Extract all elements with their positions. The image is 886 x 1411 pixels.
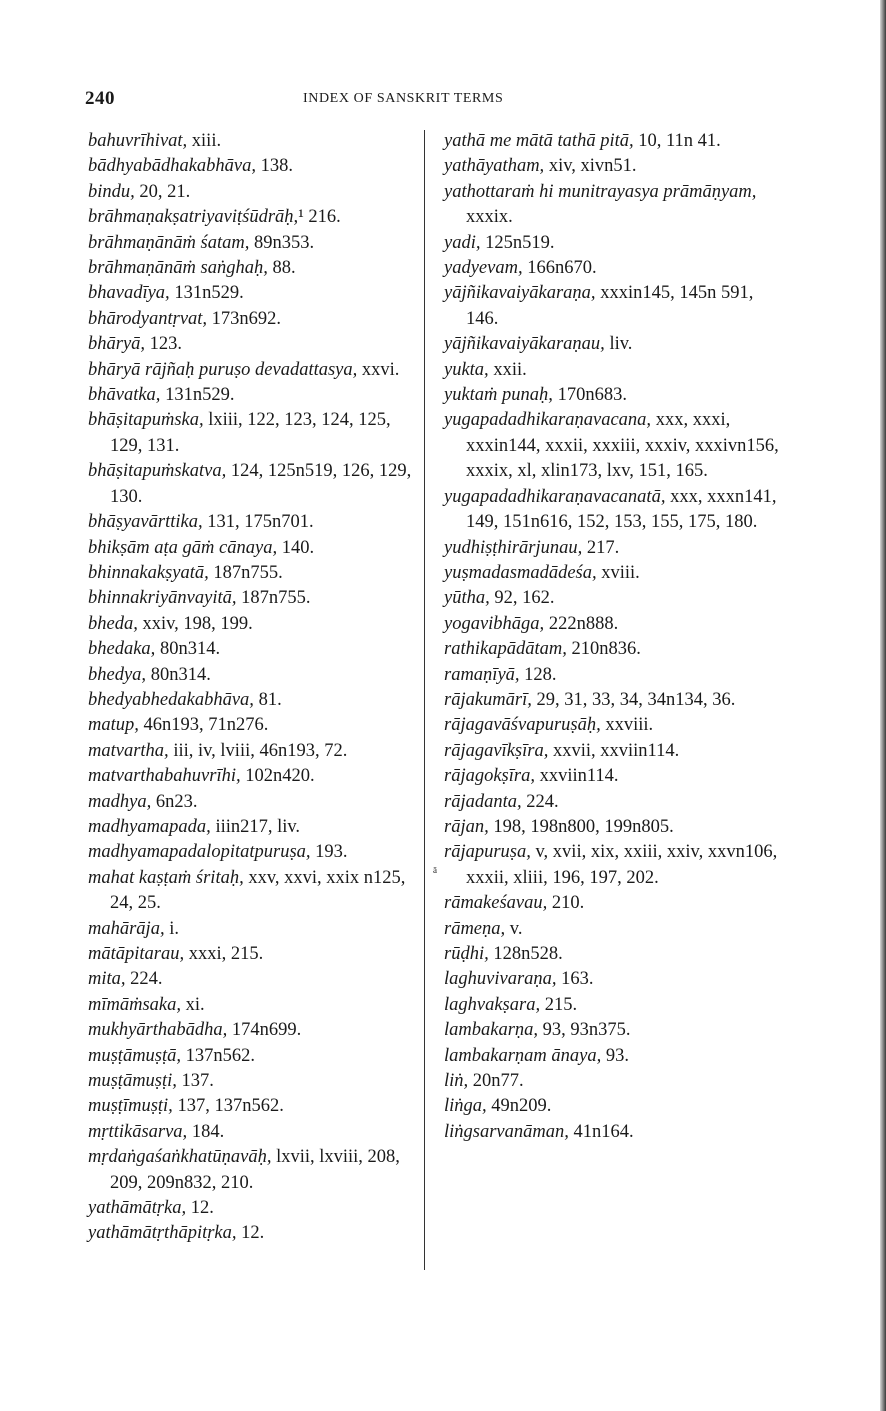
index-refs: lxiii, 122, 123, 124, 125, 129, 131. (110, 410, 391, 456)
index-term: matvarthabahuvrīhi, (88, 766, 241, 787)
index-refs: xxvii, xxviin114. (548, 740, 680, 761)
index-term: brāhmaṇānāṁ śatam, (88, 232, 250, 253)
index-entry (444, 663, 779, 688)
index-refs: iiin217, liv. (210, 816, 301, 837)
index-entry (444, 281, 779, 332)
index-entry (88, 942, 423, 967)
index-entry (88, 663, 423, 688)
index-term: yathāmātṛthāpitṛka, (88, 1223, 237, 1244)
index-refs: 6n23. (151, 791, 198, 812)
index-term: bhedya, (88, 664, 147, 685)
index-term: muṣṭīmuṣṭi, (88, 1096, 173, 1117)
index-refs: i. (164, 918, 179, 939)
index-term: madhyamapada, (88, 816, 211, 837)
index-refs: xxviin114. (534, 766, 619, 787)
index-entry (88, 1069, 423, 1094)
index-term: rājakumārī, (444, 689, 532, 710)
index-entry (88, 281, 423, 306)
index-entry (88, 586, 423, 611)
index-refs: 210. (547, 893, 585, 914)
marginal-mark: ā (433, 865, 437, 875)
index-term: bahuvrīhivat, (88, 131, 188, 151)
index-refs: 41n164. (568, 1121, 634, 1142)
index-entry (444, 1120, 779, 1145)
index-refs: 20, 21. (134, 181, 191, 202)
index-term: rāmeṇa, (444, 918, 506, 939)
index-entry (88, 764, 423, 789)
index-refs: 215. (540, 994, 578, 1015)
index-refs: xxviii. (600, 715, 654, 736)
index-refs: 20n77. (468, 1071, 524, 1092)
index-entry (88, 256, 423, 281)
index-term: mātāpitarau, (88, 944, 185, 964)
index-refs: xxv, xxvi, xxix n125, 24, 25. (110, 867, 406, 914)
index-entry (88, 154, 423, 179)
index-term: liṅga, (444, 1096, 487, 1117)
index-term: yuktaṁ punaḥ, (444, 385, 553, 406)
index-entry (88, 1044, 423, 1069)
index-refs: iii, iv, lviii, 46n193, 72. (168, 740, 348, 761)
index-refs: xi. (181, 994, 205, 1015)
index-refs: lxvii, lxviii, 208, 209, 209n832, 210. (110, 1147, 400, 1193)
index-column-left (88, 129, 423, 1247)
index-term: yadi, (444, 232, 481, 253)
index-term: muṣṭāmuṣṭi, (88, 1071, 177, 1092)
index-term: mīmāṁsaka, (88, 994, 182, 1015)
index-refs: 137n562. (181, 1045, 256, 1066)
index-refs: 49n209. (486, 1096, 552, 1117)
index-entry (444, 1094, 779, 1119)
index-refs: 93. (601, 1045, 629, 1066)
index-refs: 187n755. (236, 588, 311, 609)
index-refs: xxxin145, 145n 591, 146. (466, 283, 754, 329)
index-entry (444, 383, 779, 408)
index-term: rāmakeśavau, (444, 893, 548, 914)
index-term: mahārāja, (88, 918, 165, 939)
index-refs: xxii. (488, 359, 527, 380)
index-term: bhedaka, (88, 639, 156, 660)
index-term: mukhyārthabādha, (88, 1020, 228, 1041)
index-entry (444, 408, 779, 484)
index-entry (88, 866, 423, 917)
index-refs: 46n193, 71n276. (138, 715, 269, 736)
index-entry (88, 739, 423, 764)
index-entry (88, 536, 423, 561)
index-refs: 187n755. (208, 562, 283, 583)
index-term: yājñikavaiyākaraṇa, (444, 283, 596, 304)
index-refs: xxx, xxxn141, 149, 151n616, 152, 153, 155, 175, 180. (466, 486, 777, 533)
index-refs: 12. (236, 1223, 265, 1244)
index-entry (444, 129, 779, 154)
index-entry (88, 510, 423, 535)
index-refs: 128n528. (488, 944, 563, 964)
index-entry (444, 891, 779, 916)
index-term: bhārodyantṛvat, (88, 308, 208, 329)
index-entry (444, 840, 779, 891)
index-term: yūtha, (444, 588, 490, 609)
index-term: bhāryā rājñaḥ puruṣo devadattasya, (88, 359, 358, 380)
index-term: yukta, (444, 359, 489, 380)
index-refs: 125n519. (480, 232, 555, 253)
index-entry (444, 1044, 779, 1069)
page-edge-shadow (880, 0, 886, 1411)
index-term: rājapuruṣa, (444, 842, 531, 863)
index-entry (444, 231, 779, 256)
index-entry (88, 561, 423, 586)
index-refs: 140. (277, 537, 315, 558)
index-refs: 217. (582, 537, 620, 558)
index-term: lambakarṇam ānaya, (444, 1045, 602, 1066)
index-term: bhavadīya, (88, 283, 170, 304)
index-entry (88, 1196, 423, 1221)
index-entry (444, 1069, 779, 1094)
index-term: bhinnakriyānvayitā, (88, 588, 237, 609)
index-refs: 137, 137n562. (172, 1096, 284, 1117)
index-entry (444, 713, 779, 738)
index-term: bhedyabhedakabhāva, (88, 689, 254, 710)
index-refs: v. (505, 918, 523, 939)
index-entry (88, 1120, 423, 1145)
index-refs: xxvi. (357, 359, 400, 380)
index-term: brāhmaṇānāṁ saṅghaḥ, (88, 258, 268, 279)
index-entry (444, 815, 779, 840)
index-refs: 131n529. (160, 385, 235, 406)
index-term: rājagavāśvapuruṣāḥ, (444, 715, 601, 736)
index-term: laghvakṣara, (444, 994, 541, 1015)
index-entry (444, 154, 779, 179)
index-refs: 81. (253, 689, 282, 710)
index-refs: 193. (310, 842, 348, 863)
index-term: yathottaraṁ hi munitrayasya prāmāṇyam, (444, 181, 757, 202)
index-refs: 198, 198n800, 199n805. (488, 816, 674, 837)
index-entry (88, 637, 423, 662)
index-refs: 170n683. (552, 385, 627, 406)
index-refs: 93, 93n375. (538, 1020, 631, 1041)
index-refs: 12. (186, 1198, 214, 1219)
running-head: INDEX OF SANSKRIT TERMS (303, 91, 504, 106)
index-entry (88, 688, 423, 713)
index-entry (88, 1221, 423, 1246)
index-entry (444, 993, 779, 1018)
index-entry (88, 713, 423, 738)
index-term: yudhiṣṭhirārjunau, (444, 537, 583, 558)
index-entry (88, 129, 423, 154)
index-term: rathikapādātam, (444, 639, 567, 660)
index-refs: 163. (556, 969, 594, 990)
index-refs: xxxi, 215. (184, 944, 264, 964)
index-term: yadyevam, (444, 258, 523, 279)
index-column-right (444, 129, 779, 1145)
index-term: ramaṇīyā, (444, 664, 520, 685)
index-entry (88, 1018, 423, 1043)
index-refs: 137. (176, 1071, 214, 1092)
index-entry (444, 637, 779, 662)
index-entry (88, 358, 423, 383)
index-refs: 224. (125, 969, 163, 990)
index-refs: 123. (145, 334, 183, 355)
index-entry (88, 459, 423, 510)
index-entry (444, 332, 779, 357)
index-term: mṛdaṅgaśaṅkhatūṇavāḥ, (88, 1147, 272, 1168)
index-entry (444, 485, 779, 536)
index-term: brāhmaṇakṣatriyaviṭśūdrāḥ, (88, 207, 299, 228)
index-entry (88, 967, 423, 992)
index-term: laghuvivaraṇa, (444, 969, 557, 990)
index-term: matvartha, (88, 740, 169, 761)
column-divider (424, 130, 425, 1270)
index-refs: 102n420. (240, 766, 315, 787)
index-entry (88, 1145, 423, 1196)
index-refs: 222n888. (544, 613, 619, 634)
index-refs: xiii. (187, 131, 222, 151)
index-term: bhāṣitapuṁskatva, (88, 461, 227, 482)
index-refs: 80n314. (146, 664, 211, 685)
index-term: bhinnakakṣyatā, (88, 562, 209, 583)
index-entry (444, 917, 779, 942)
index-entry (444, 536, 779, 561)
index-entry (88, 917, 423, 942)
index-refs: xviii. (596, 562, 640, 583)
index-term: liṅgsarvanāman, (444, 1121, 569, 1142)
index-term: rūḍhi, (444, 944, 489, 964)
index-term: bhāryā, (88, 334, 146, 355)
index-refs: 29, 31, 33, 34, 34n134, 36. (531, 689, 736, 710)
index-entry (444, 942, 779, 967)
index-entry (88, 1094, 423, 1119)
index-term: yathāyatham, (444, 156, 545, 177)
index-refs: xxiv, 198, 199. (137, 613, 253, 634)
index-term: rājadanta, (444, 791, 522, 812)
page-number: 240 (85, 88, 115, 109)
index-refs: 131, 175n701. (202, 512, 314, 533)
index-term: bhikṣām aṭa gāṁ cānaya, (88, 537, 278, 558)
index-entry (88, 307, 423, 332)
index-term: lambakarṇa, (444, 1020, 539, 1041)
index-refs: 89n353. (249, 232, 315, 253)
index-term: rājagavīkṣīra, (444, 740, 549, 761)
index-entry (88, 790, 423, 815)
index-refs: 184. (187, 1121, 225, 1142)
index-entry (444, 764, 779, 789)
index-refs: 92, 162. (489, 588, 555, 609)
index-term: yathā me mātā tathā pitā, (444, 131, 634, 151)
index-entry (88, 332, 423, 357)
index-term: liṅ, (444, 1071, 469, 1092)
index-term: matup, (88, 715, 139, 736)
index-entry (88, 383, 423, 408)
index-refs: 138. (256, 156, 294, 177)
index-term: mita, (88, 969, 126, 990)
index-refs: 10, 11n 41. (633, 131, 721, 151)
index-refs: 174n699. (227, 1020, 302, 1041)
index-entry (444, 256, 779, 281)
index-refs: 210n836. (566, 639, 641, 660)
index-entry (444, 1018, 779, 1043)
index-term: yogavibhāga, (444, 613, 545, 634)
index-entry (88, 993, 423, 1018)
index-term: muṣṭāmuṣṭā, (88, 1045, 182, 1066)
index-refs: xxx, xxxi, xxxin144, xxxii, xxxiii, xxxiv, xxxivn156, xxxix, xl, xlin173, lxv, 151, 165. (466, 410, 779, 482)
index-entry (444, 688, 779, 713)
index-entry (88, 612, 423, 637)
index-refs: 124, 125n519, 126, 129, 130. (110, 461, 412, 507)
index-refs: xiv, xivn51. (544, 156, 637, 177)
index-term: bindu, (88, 181, 135, 202)
index-entry (88, 205, 423, 230)
index-refs: xxxix. (466, 207, 513, 228)
index-refs: v, xvii, xix, xxiii, xxiv, xxvn106, xxxii, xliii, 196, 197, 202. (466, 842, 778, 888)
index-entry (88, 408, 423, 459)
index-refs: 80n314. (155, 639, 221, 660)
index-entry (444, 180, 779, 231)
index-entry (444, 967, 779, 992)
index-term: yathāmātṛka, (88, 1198, 187, 1219)
page-header (85, 88, 555, 118)
index-term: bheda, (88, 613, 138, 634)
index-refs: 166n670. (522, 258, 597, 279)
index-term: madhyamapadalopitatpuruṣa, (88, 842, 311, 863)
index-term: madhya, (88, 791, 152, 812)
index-entry (444, 790, 779, 815)
index-term: mahat kaṣṭaṁ śritaḥ, (88, 867, 244, 888)
index-term: yugapadadhikaraṇavacana, (444, 410, 652, 431)
index-refs: 224. (521, 791, 559, 812)
index-term: yājñikavaiyākaraṇau, (444, 334, 605, 355)
index-refs: 131n529. (169, 283, 244, 304)
index-refs: ¹ 216. (298, 207, 341, 228)
index-refs: liv. (604, 334, 633, 355)
index-term: rājagokṣīra, (444, 766, 535, 787)
index-entry (444, 612, 779, 637)
index-refs: 173n692. (207, 308, 282, 329)
index-term: yugapadadhikaraṇavacanatā, (444, 486, 666, 507)
index-term: bādhyabādhakabhāva, (88, 156, 257, 177)
index-term: bhāvatka, (88, 385, 161, 406)
index-term: mṛttikāsarva, (88, 1121, 188, 1142)
index-term: yuṣmadasmadādeśa, (444, 562, 597, 583)
index-term: bhāṣitapuṁska, (88, 410, 204, 431)
index-entry (88, 840, 423, 865)
index-term: bhāṣyavārttika, (88, 512, 203, 533)
index-entry (88, 815, 423, 840)
index-term: rājan, (444, 816, 489, 837)
index-entry (444, 358, 779, 383)
index-entry (444, 561, 779, 586)
index-entry (444, 739, 779, 764)
index-refs: 128. (519, 664, 557, 685)
index-entry (444, 586, 779, 611)
index-entry (88, 231, 423, 256)
index-entry (88, 180, 423, 205)
index-refs: 88. (267, 258, 296, 279)
